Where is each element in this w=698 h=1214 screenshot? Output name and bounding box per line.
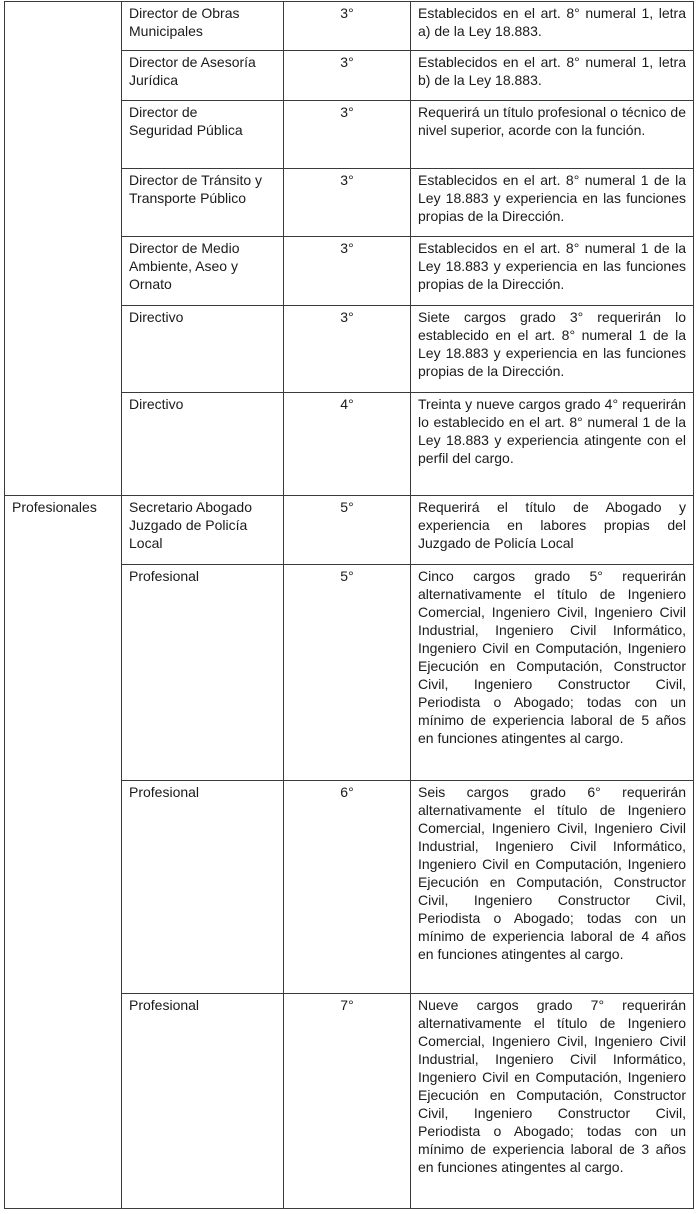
requisitos-cell: Establecidos en el art. 8° numeral 1, letra b) de la Ley 18.883. (411, 51, 694, 101)
requisitos-cell: Treinta y nueve cargos grado 4° requerirán lo establecido en el art. 8° numeral 1 de la Ley 18.883 y experiencia atingente con el perfil del cargo. (411, 393, 694, 496)
grado-cell: 3° (284, 51, 411, 101)
grado-cell: 3° (284, 306, 411, 393)
cargo-cell: Directivo (122, 306, 284, 393)
requisitos-cell: Siete cargos grado 3° requerirán lo establecido en el art. 8° numeral 1 de la Ley 18.883 y experiencia en las funciones propias de la Dirección. (411, 306, 694, 393)
cargo-cell: Director de Tránsito y Transporte Público (122, 169, 284, 237)
grado-cell: 4° (284, 393, 411, 496)
requisitos-cell: Nueve cargos grado 7° requerirán alternativamente el título de Ingeniero Comercial, Ingeniero Civil, Ingeniero Civil Industrial, Ingeniero Civil Informático, Ingeniero Civil en Computación, Ingeniero Ejecución en Computación, Constructor Civil, Ingeniero Constructor Civil, Periodista o Abogado; todas con un mínimo de experiencia laboral de 3 años en funciones atingentes al cargo. (411, 994, 694, 1209)
cargo-cell: Directivo (122, 393, 284, 496)
cargo-cell: Director de Medio Ambiente, Aseo y Ornato (122, 237, 284, 306)
positions-table (4, 1, 694, 1209)
cargo-cell: Director de Obras Municipales (122, 2, 284, 51)
category-cell (5, 2, 122, 496)
grado-cell: 3° (284, 237, 411, 306)
requisitos-cell: Requerirá el título de Abogado y experiencia en labores propias del Juzgado de Policía Local (411, 496, 694, 565)
requisitos-cell: Establecidos en el art. 8° numeral 1 de la Ley 18.883 y experiencia en las funciones propias de la Dirección. (411, 169, 694, 237)
cargo-cell: Profesional (122, 781, 284, 994)
grado-cell: 6° (284, 781, 411, 994)
grado-cell: 5° (284, 496, 411, 565)
grado-cell: 3° (284, 101, 411, 169)
grado-cell: 5° (284, 565, 411, 781)
cargo-cell: Director de Asesoría Jurídica (122, 51, 284, 101)
requisitos-cell: Seis cargos grado 6° requerirán alternativamente el título de Ingeniero Comercial, Ingeniero Civil, Ingeniero Civil Industrial, Ingeniero Civil Informático, Ingeniero Civil en Computación, Ingeniero Ejecución en Computación, Constructor Civil, Ingeniero Constructor Civil, Periodista o Abogado; todas con un mínimo de experiencia laboral de 4 años en funciones atingentes al cargo. (411, 781, 694, 994)
cargo-cell: Director de Seguridad Pública (122, 101, 284, 169)
table-row (5, 2, 694, 51)
requisitos-cell: Establecidos en el art. 8° numeral 1, letra a) de la Ley 18.883. (411, 2, 694, 51)
category-cell: Profesionales (5, 496, 122, 1209)
cargo-cell: Profesional (122, 994, 284, 1209)
requisitos-cell: Cinco cargos grado 5° requerirán alternativamente el título de Ingeniero Comercial, Ingeniero Civil, Ingeniero Civil Industrial, Ingeniero Civil Informático, Ingeniero Civil en Computación, Ingeniero Ejecución en Computación, Constructor Civil, Ingeniero Constructor Civil, Periodista o Abogado; todas con un mínimo de experiencia laboral de 5 años en funciones atingentes al cargo. (411, 565, 694, 781)
cargo-cell: Profesional (122, 565, 284, 781)
cargo-cell: Secretario Abogado Juzgado de Policía Local (122, 496, 284, 565)
requisitos-cell: Establecidos en el art. 8° numeral 1 de la Ley 18.883 y experiencia en las funciones propias de la Dirección. (411, 237, 694, 306)
table-row (5, 496, 694, 565)
grado-cell: 3° (284, 169, 411, 237)
requisitos-cell: Requerirá un título profesional o técnico de nivel superior, acorde con la función. (411, 101, 694, 169)
grado-cell: 3° (284, 2, 411, 51)
grado-cell: 7° (284, 994, 411, 1209)
